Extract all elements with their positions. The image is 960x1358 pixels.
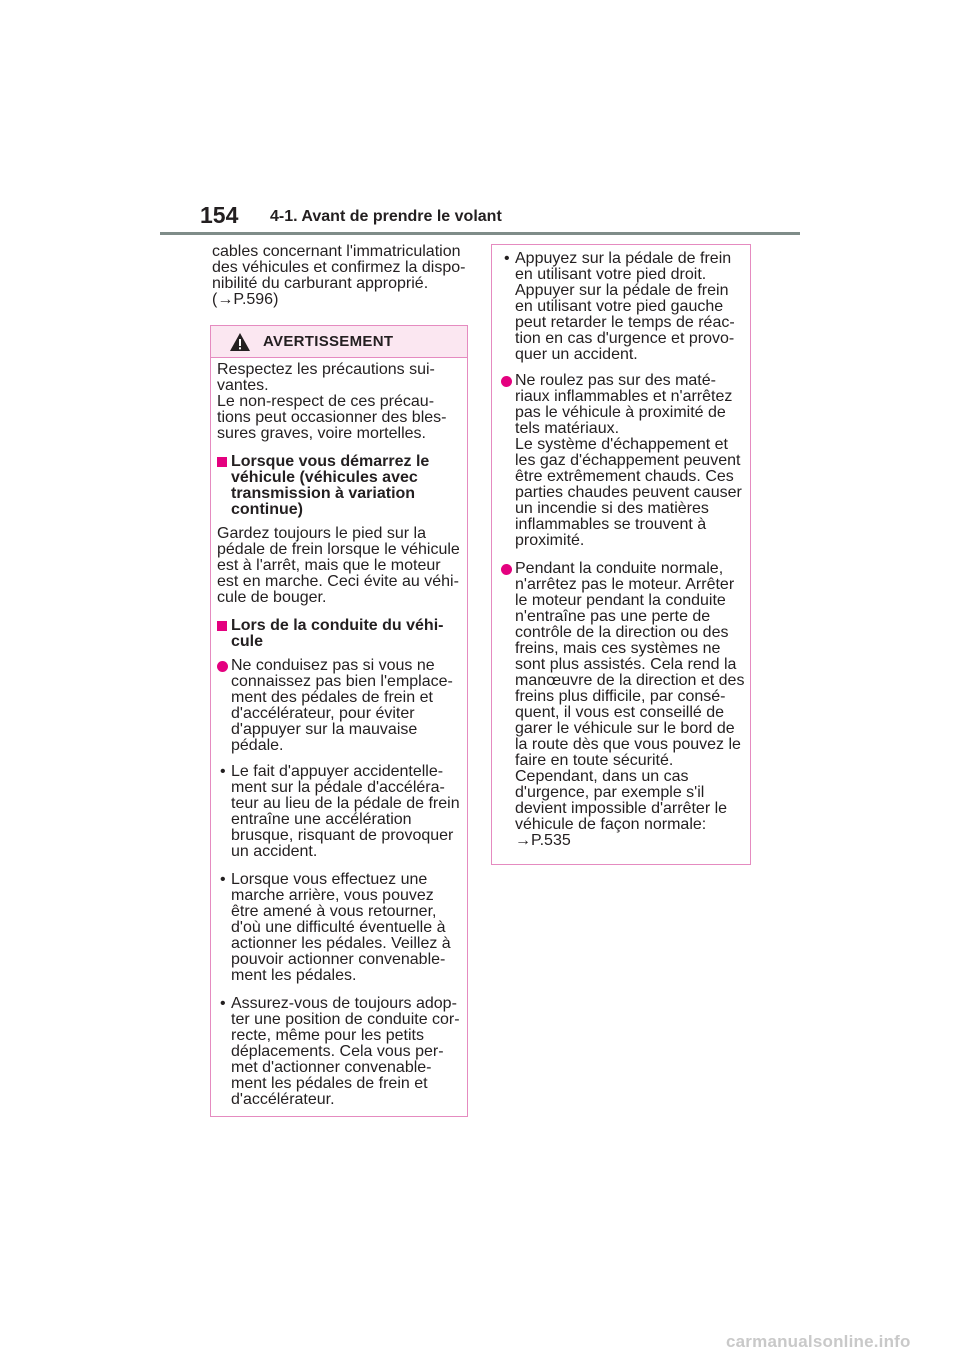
- warning-title: AVERTISSEMENT: [263, 333, 394, 350]
- bullet-icon: •: [220, 871, 226, 888]
- paragraph-brake-pedal: [217, 526, 465, 606]
- warning-triangle-icon: [229, 332, 251, 352]
- list-item: [217, 764, 465, 860]
- heading-line: continue): [231, 501, 303, 518]
- heading-line: transmission à variation: [231, 485, 416, 502]
- text-line: pédale.: [231, 737, 284, 754]
- text-line: est à l'arrêt, mais que le moteur: [217, 557, 441, 574]
- text-line: d'urgence, par exemple s'il: [515, 784, 705, 801]
- text-line: Gardez toujours le pied sur la: [217, 525, 426, 542]
- text-line: ment les pédales de frein et: [231, 1075, 428, 1092]
- text-line: Le système d'échappement et: [515, 436, 728, 453]
- text-line: tels matériaux.: [515, 420, 620, 437]
- circle-bullet-icon: [217, 661, 228, 672]
- text-line: en utilisant votre pied gauche: [515, 298, 724, 315]
- text-line: d'accélérateur.: [231, 1091, 335, 1108]
- text-line: Cependant, dans un cas: [515, 768, 689, 785]
- text-line: teur au lieu de la pédale de frein: [231, 795, 460, 812]
- intro-line: des véhicules et confirmez la dispo-: [212, 259, 466, 276]
- text-line: parties chaudes peuvent causer: [515, 484, 742, 501]
- text-line: ter une position de conduite cor-: [231, 1011, 460, 1028]
- text-line: un incendie si des matières: [515, 500, 709, 517]
- page-reference-link[interactable]: →P.535: [515, 832, 571, 849]
- text-line: Ne conduisez pas si vous ne: [231, 657, 435, 674]
- text-line: les gaz d'échappement peuvent: [515, 452, 741, 469]
- bullet-icon: •: [220, 763, 226, 780]
- heading-line: véhicule (véhicules avec: [231, 469, 418, 486]
- text-line: d'où une difficulté éventuelle à: [231, 919, 446, 936]
- text-line: entraîne une accélération: [231, 811, 412, 828]
- text-line: freins plus difficile, par consé-: [515, 688, 726, 705]
- intro-line: nibilité du carburant approprié.: [212, 275, 429, 292]
- warning-continued-content: [501, 251, 747, 861]
- text-line: quent, il vous est conseillé de: [515, 704, 725, 721]
- text-line: recte, même pour les petits: [231, 1027, 424, 1044]
- text-line: pédale de frein lorsque le véhicule: [217, 541, 460, 558]
- text-line: sont plus assistés. Cela rend la: [515, 656, 737, 673]
- text-line: riaux inflammables et n'arrêtez: [515, 388, 733, 405]
- warning-box-continued: [491, 244, 751, 865]
- text-line: ment sur la pédale d'accéléra-: [231, 779, 445, 796]
- page-number: 154: [200, 202, 239, 228]
- text-line: le moteur pendant la conduite: [515, 592, 726, 609]
- intro-line: cables concernant l'immatriculation: [212, 243, 461, 260]
- text-line: déplacements. Cela vous per-: [231, 1043, 444, 1060]
- circle-bullet-icon: [501, 376, 512, 387]
- page-header: [200, 202, 800, 234]
- text-line: Ne roulez pas sur des maté-: [515, 372, 716, 389]
- bullet-icon: •: [220, 995, 226, 1012]
- warning-header: [211, 326, 467, 358]
- text-line: d'accélérateur, pour éviter: [231, 705, 415, 722]
- text-line: ment des pédales de frein et: [231, 689, 433, 706]
- square-bullet-icon: [217, 621, 227, 631]
- text-line: la route dès que vous pouvez le: [515, 736, 741, 753]
- text-line: actionner les pédales. Veillez à: [231, 935, 451, 952]
- text-line: Le fait d'appuyer accidentelle-: [231, 763, 444, 780]
- text-line: met d'actionner convenable-: [231, 1059, 432, 1076]
- text-line: pouvoir actionner convenable-: [231, 951, 446, 968]
- text-line: vantes.: [217, 377, 269, 394]
- text-line: Assurez-vous de toujours adop-: [231, 995, 457, 1012]
- list-item: [501, 251, 747, 363]
- text-line: Lorsque vous effectuez une: [231, 871, 428, 888]
- text-line: d'appuyer sur la mauvaise: [231, 721, 418, 738]
- text-line: tion en cas d'urgence et provo-: [515, 330, 735, 347]
- heading-starting-vehicle: [217, 454, 465, 518]
- watermark-text: carmanualsonline.info: [726, 1332, 911, 1351]
- text-line: en utilisant votre pied droit.: [515, 266, 707, 283]
- text-line: manœuvre de la direction et des: [515, 672, 745, 689]
- list-item: [217, 658, 465, 754]
- text-line: n'arrêtez pas le moteur. Arrêter: [515, 576, 735, 593]
- intro-text: [212, 244, 474, 308]
- list-item: [501, 561, 747, 849]
- text-line: sures graves, voire mortelles.: [217, 425, 426, 442]
- heading-driving: [217, 618, 465, 650]
- intro-line: (→P.596): [212, 291, 279, 308]
- text-line: Le non-respect de ces précau-: [217, 393, 435, 410]
- list-item: [217, 996, 465, 1108]
- text-line: Appuyer sur la pédale de frein: [515, 282, 729, 299]
- heading-line: cule: [231, 633, 264, 650]
- text-line: devient impossible d'arrêter le: [515, 800, 728, 817]
- section-title: 4-1. Avant de prendre le volant: [270, 208, 502, 225]
- warning-intro: [217, 362, 465, 442]
- heading-line: Lors de la conduite du véhi-: [231, 617, 444, 634]
- text-line: brusque, risquant de provoquer: [231, 827, 454, 844]
- warning-box: [210, 325, 468, 1117]
- text-line: est en marche. Ceci évite au véhi-: [217, 573, 459, 590]
- text-line: pas le véhicule à proximité de: [515, 404, 726, 421]
- text-line: être extrêmement chauds. Ces: [515, 468, 734, 485]
- text-line: Respectez les précautions sui-: [217, 361, 435, 378]
- circle-bullet-icon: [501, 564, 512, 575]
- text-line: connaissez pas bien l'emplace-: [231, 673, 453, 690]
- text-line: cule de bouger.: [217, 589, 327, 606]
- text-line: tions peut occasionner des bles-: [217, 409, 447, 426]
- text-line: être amené à vous retourner,: [231, 903, 437, 920]
- text-line: quer un accident.: [515, 346, 638, 363]
- header-rule: [160, 232, 800, 235]
- heading-line: Lorsque vous démarrez le: [231, 453, 430, 470]
- text-line: freins, mais ces systèmes ne: [515, 640, 721, 657]
- text-line: véhicule de façon normale:: [515, 816, 707, 833]
- text-line: garer le véhicule sur le bord de: [515, 720, 735, 737]
- bullet-icon: •: [504, 250, 510, 267]
- text-line: faire en toute sécurité.: [515, 752, 674, 769]
- warning-content: [217, 362, 465, 1120]
- text-line: marche arrière, vous pouvez: [231, 887, 434, 904]
- text-line: ment les pédales.: [231, 967, 357, 984]
- text-line: n'entraîne pas une perte de: [515, 608, 711, 625]
- list-item: [501, 373, 747, 549]
- list-item: [217, 872, 465, 984]
- text-line: contrôle de la direction ou des: [515, 624, 729, 641]
- text-line: un accident.: [231, 843, 318, 860]
- text-line: inflammables se trouvent à: [515, 516, 707, 533]
- text-line: Appuyez sur la pédale de frein: [515, 250, 732, 267]
- square-bullet-icon: [217, 457, 227, 467]
- text-line: peut retarder le temps de réac-: [515, 314, 735, 331]
- text-line: Pendant la conduite normale,: [515, 560, 724, 577]
- text-line: proximité.: [515, 532, 585, 549]
